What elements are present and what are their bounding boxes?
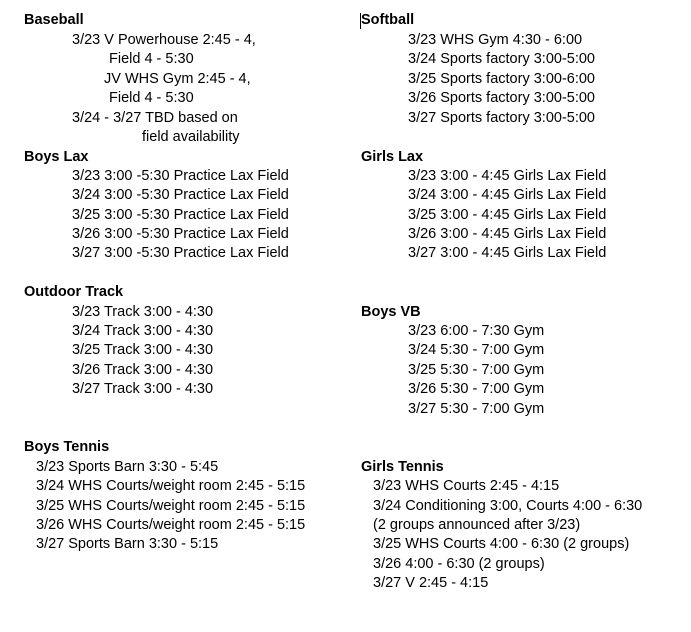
softball-heading: Softball bbox=[361, 12, 415, 28]
softball-line: 3/26 Sports factory 3:00-5:00 bbox=[408, 90, 595, 106]
girls-tennis-line: (2 groups announced after 3/23) bbox=[373, 517, 581, 533]
softball-line: 3/27 Sports factory 3:00-5:00 bbox=[408, 110, 595, 126]
baseball-line: 3/23 V Powerhouse 2:45 - 4, bbox=[72, 32, 256, 48]
baseball-heading: Baseball bbox=[24, 12, 84, 28]
softball-line: 3/24 Sports factory 3:00-5:00 bbox=[408, 51, 595, 67]
boys-tennis-line: 3/26 WHS Courts/weight room 2:45 - 5:15 bbox=[36, 517, 306, 533]
boys-vb-heading: Boys VB bbox=[361, 304, 421, 320]
boys-tennis-line: 3/24 WHS Courts/weight room 2:45 - 5:15 bbox=[36, 478, 306, 494]
baseball-line: Field 4 - 5:30 bbox=[109, 51, 194, 67]
boys-lax-line: 3/24 3:00 -5:30 Practice Lax Field bbox=[72, 187, 289, 203]
outdoor-track-line: 3/27 Track 3:00 - 4:30 bbox=[72, 381, 214, 397]
girls-lax-line: 3/25 3:00 - 4:45 Girls Lax Field bbox=[408, 207, 607, 223]
softball-line: 3/25 Sports factory 3:00-6:00 bbox=[408, 71, 595, 87]
boys-tennis-heading: Boys Tennis bbox=[24, 439, 110, 455]
baseball-line: field availability bbox=[142, 129, 240, 145]
girls-tennis-line: 3/26 4:00 - 6:30 (2 groups) bbox=[373, 556, 545, 572]
girls-lax-heading: Girls Lax bbox=[361, 149, 424, 165]
boys-vb-line: 3/26 5:30 - 7:00 Gym bbox=[408, 381, 545, 397]
girls-tennis-heading: Girls Tennis bbox=[361, 459, 444, 475]
boys-lax-line: 3/26 3:00 -5:30 Practice Lax Field bbox=[72, 226, 289, 242]
boys-lax-line: 3/27 3:00 -5:30 Practice Lax Field bbox=[72, 245, 289, 261]
softball-line: 3/23 WHS Gym 4:30 - 6:00 bbox=[408, 32, 583, 48]
girls-tennis-line: 3/23 WHS Courts 2:45 - 4:15 bbox=[373, 478, 560, 494]
girls-tennis-line: 3/25 WHS Courts 4:00 - 6:30 (2 groups) bbox=[373, 536, 630, 552]
outdoor-track-line: 3/24 Track 3:00 - 4:30 bbox=[72, 323, 214, 339]
boys-lax-heading: Boys Lax bbox=[24, 149, 89, 165]
boys-vb-line: 3/25 5:30 - 7:00 Gym bbox=[408, 362, 545, 378]
boys-lax-line: 3/25 3:00 -5:30 Practice Lax Field bbox=[72, 207, 289, 223]
boys-vb-line: 3/24 5:30 - 7:00 Gym bbox=[408, 342, 545, 358]
boys-tennis-line: 3/25 WHS Courts/weight room 2:45 - 5:15 bbox=[36, 498, 306, 514]
boys-lax-line: 3/23 3:00 -5:30 Practice Lax Field bbox=[72, 168, 289, 184]
boys-vb-line: 3/27 5:30 - 7:00 Gym bbox=[408, 401, 545, 417]
girls-lax-line: 3/26 3:00 - 4:45 Girls Lax Field bbox=[408, 226, 607, 242]
girls-tennis-line: 3/27 V 2:45 - 4:15 bbox=[373, 575, 489, 591]
girls-lax-line: 3/27 3:00 - 4:45 Girls Lax Field bbox=[408, 245, 607, 261]
baseball-line: JV WHS Gym 2:45 - 4, bbox=[104, 71, 251, 87]
outdoor-track-heading: Outdoor Track bbox=[24, 284, 124, 300]
baseball-line: 3/24 - 3/27 TBD based on bbox=[72, 110, 238, 126]
boys-tennis-line: 3/27 Sports Barn 3:30 - 5:15 bbox=[36, 536, 219, 552]
outdoor-track-line: 3/26 Track 3:00 - 4:30 bbox=[72, 362, 214, 378]
baseball-line: Field 4 - 5:30 bbox=[109, 90, 194, 106]
outdoor-track-line: 3/23 Track 3:00 - 4:30 bbox=[72, 304, 214, 320]
girls-lax-line: 3/23 3:00 - 4:45 Girls Lax Field bbox=[408, 168, 607, 184]
boys-tennis-line: 3/23 Sports Barn 3:30 - 5:45 bbox=[36, 459, 219, 475]
outdoor-track-line: 3/25 Track 3:00 - 4:30 bbox=[72, 342, 214, 358]
girls-lax-line: 3/24 3:00 - 4:45 Girls Lax Field bbox=[408, 187, 607, 203]
boys-vb-line: 3/23 6:00 - 7:30 Gym bbox=[408, 323, 545, 339]
girls-tennis-line: 3/24 Conditioning 3:00, Courts 4:00 - 6:30 bbox=[373, 498, 643, 514]
